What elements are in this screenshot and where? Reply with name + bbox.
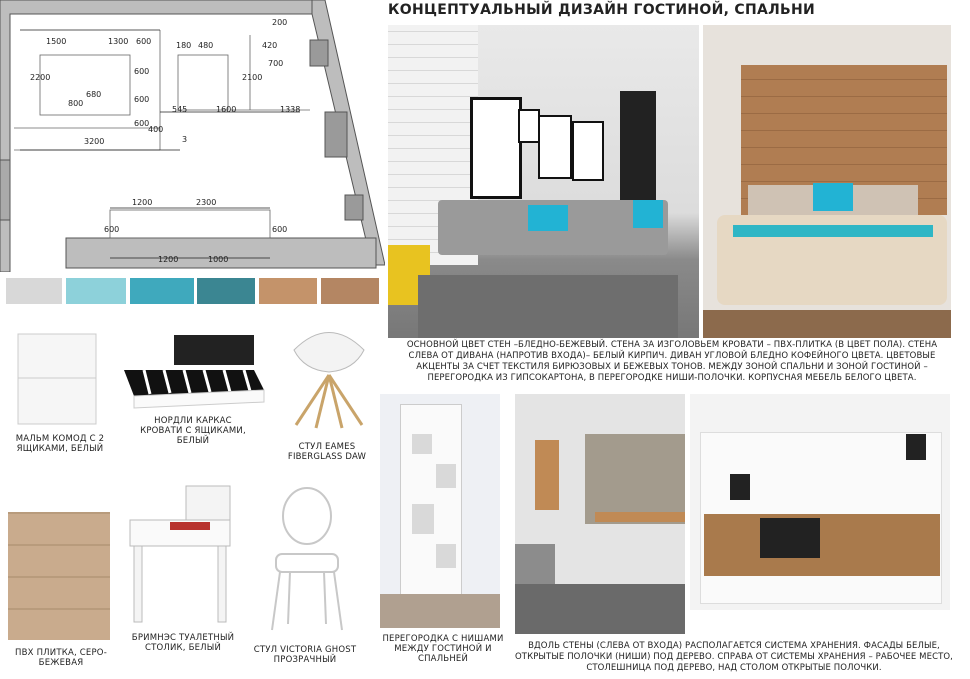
ghost-chair-image <box>262 484 352 634</box>
pvc-tile-image <box>8 512 110 640</box>
color-swatch <box>321 278 379 304</box>
product-caption: НОРДЛИ КАРКАС КРОВАТИ С ЯЩИКАМИ, БЕЛЫЙ <box>140 416 246 446</box>
plan-dim: 600 <box>134 119 150 128</box>
storage-photo <box>690 394 950 610</box>
plan-dim: 800 <box>68 99 84 108</box>
partition-caption: ПЕРЕГОРОДКА С НИШАМИ МЕЖДУ ГОСТИНОЙ И СПАЛЬНЕЙ <box>382 634 504 664</box>
plan-dim: 600 <box>134 95 150 104</box>
bed-image <box>114 330 268 410</box>
plan-dim: 1338 <box>280 105 301 114</box>
plan-dim: 1200 <box>132 198 153 207</box>
plan-dim: 420 <box>262 41 278 50</box>
plan-dim: 600 <box>134 67 150 76</box>
partition-photo <box>380 394 500 628</box>
color-swatch <box>259 278 317 304</box>
eames-chair-image <box>284 320 374 430</box>
plan-dim: 200 <box>272 18 288 27</box>
bedroom-photo <box>703 25 951 338</box>
color-swatch <box>197 278 255 304</box>
plan-marker: 3 <box>182 135 188 144</box>
plan-dim: 1300 <box>108 37 129 46</box>
plan-dim: 2300 <box>196 198 217 207</box>
vanity-table-image <box>126 484 236 624</box>
plan-dim: 680 <box>86 90 102 99</box>
plan-dim: 2100 <box>242 73 263 82</box>
page-title: КОНЦЕПТУАЛЬНЫЙ ДИЗАЙН ГОСТИНОЙ, СПАЛЬНИ <box>388 2 816 18</box>
living-room-photo <box>388 25 699 338</box>
product-caption: МАЛЬМ КОМОД С 2 ЯЩИКАМИ, БЕЛЫЙ <box>15 434 105 454</box>
plan-dim: 1500 <box>46 37 67 46</box>
plan-dim: 700 <box>268 59 284 68</box>
floor-plan <box>0 0 385 272</box>
plan-dim: 400 <box>148 125 164 134</box>
plan-dim: 2200 <box>30 73 51 82</box>
workspace-photo <box>515 394 685 634</box>
plan-dim: 600 <box>104 225 120 234</box>
product-caption: БРИМНЭС ТУАЛЕТНЫЙ СТОЛИК, БЕЛЫЙ <box>131 633 235 653</box>
plan-dim: 545 <box>172 105 188 114</box>
plan-dim: 1600 <box>216 105 237 114</box>
plan-dim: 1000 <box>208 255 229 264</box>
product-caption: СТУЛ EAMES FIBERGLASS DAW <box>287 442 367 462</box>
plan-dim: 3200 <box>84 137 105 146</box>
plan-dim: 600 <box>136 37 152 46</box>
description-top: ОСНОВНОЙ ЦВЕТ СТЕН –БЛЕДНО-БЕЖЕВЫЙ. СТЕНА ЗА ИЗГОЛОВЬЕМ КРОВАТИ – ПВХ-ПЛИТКА (В ЦВЕТ ПОЛА). СТЕНА СЛЕВА ОТ ДИВАНА (НАПРОТИВ ВХОДА)– БЕЛЫЙ КИРПИЧ. ДИВАН УГЛОВОЙ БЛЕДНО КОФЕЙНОГО ЦВЕТА. ЦВЕТОВЫЕ АКЦЕНТЫ ЗА СЧЕТ ТЕКСТИЛЯ БИРЮЗОВЫХ И БЕЖЕВЫХ ТОНОВ. МЕЖДУ ЗОНОЙ СПАЛЬНИ И ЗОНОЙ ГОСТИНОЙ – ПЕРЕГОРОДКА ИЗ ГИПСОКАРТОНА, В ПЕРЕГОРОДКЕ НИШИ-ПОЛОЧКИ. КОРПУСНАЯ МЕБЕЛЬ БЕЛОГО ЦВЕТА. <box>406 340 938 383</box>
color-swatch <box>6 278 62 304</box>
dresser-image <box>14 330 100 428</box>
plan-dim: 480 <box>198 41 214 50</box>
description-bottom: ВДОЛЬ СТЕНЫ (СЛЕВА ОТ ВХОДА) РАСПОЛАГАЕТСЯ СИСТЕМА ХРАНЕНИЯ. ФАСАДЫ БЕЛЫЕ, ОТКРЫТЫЕ ПОЛОЧКИ (НИШИ) ПОД ДЕРЕВО. СПРАВА ОТ СИСТЕМЫ ХРАНЕНИЯ – РАБОЧЕЕ МЕСТО, СТОЛЕШНИЦА ПОД ДЕРЕВО, НАД СТОЛОМ ОТКРЫТЫЕ ПОЛОЧКИ. <box>514 641 953 673</box>
product-caption: СТУЛ VICTORIA GHOST ПРОЗРАЧНЫЙ <box>253 645 357 665</box>
product-caption: ПВХ ПЛИТКА, СЕРО-БЕЖЕВАЯ <box>15 648 107 668</box>
plan-dim: 600 <box>272 225 288 234</box>
plan-dim: 180 <box>176 41 192 50</box>
plan-dim: 1200 <box>158 255 179 264</box>
color-swatch <box>66 278 126 304</box>
color-swatch <box>130 278 194 304</box>
